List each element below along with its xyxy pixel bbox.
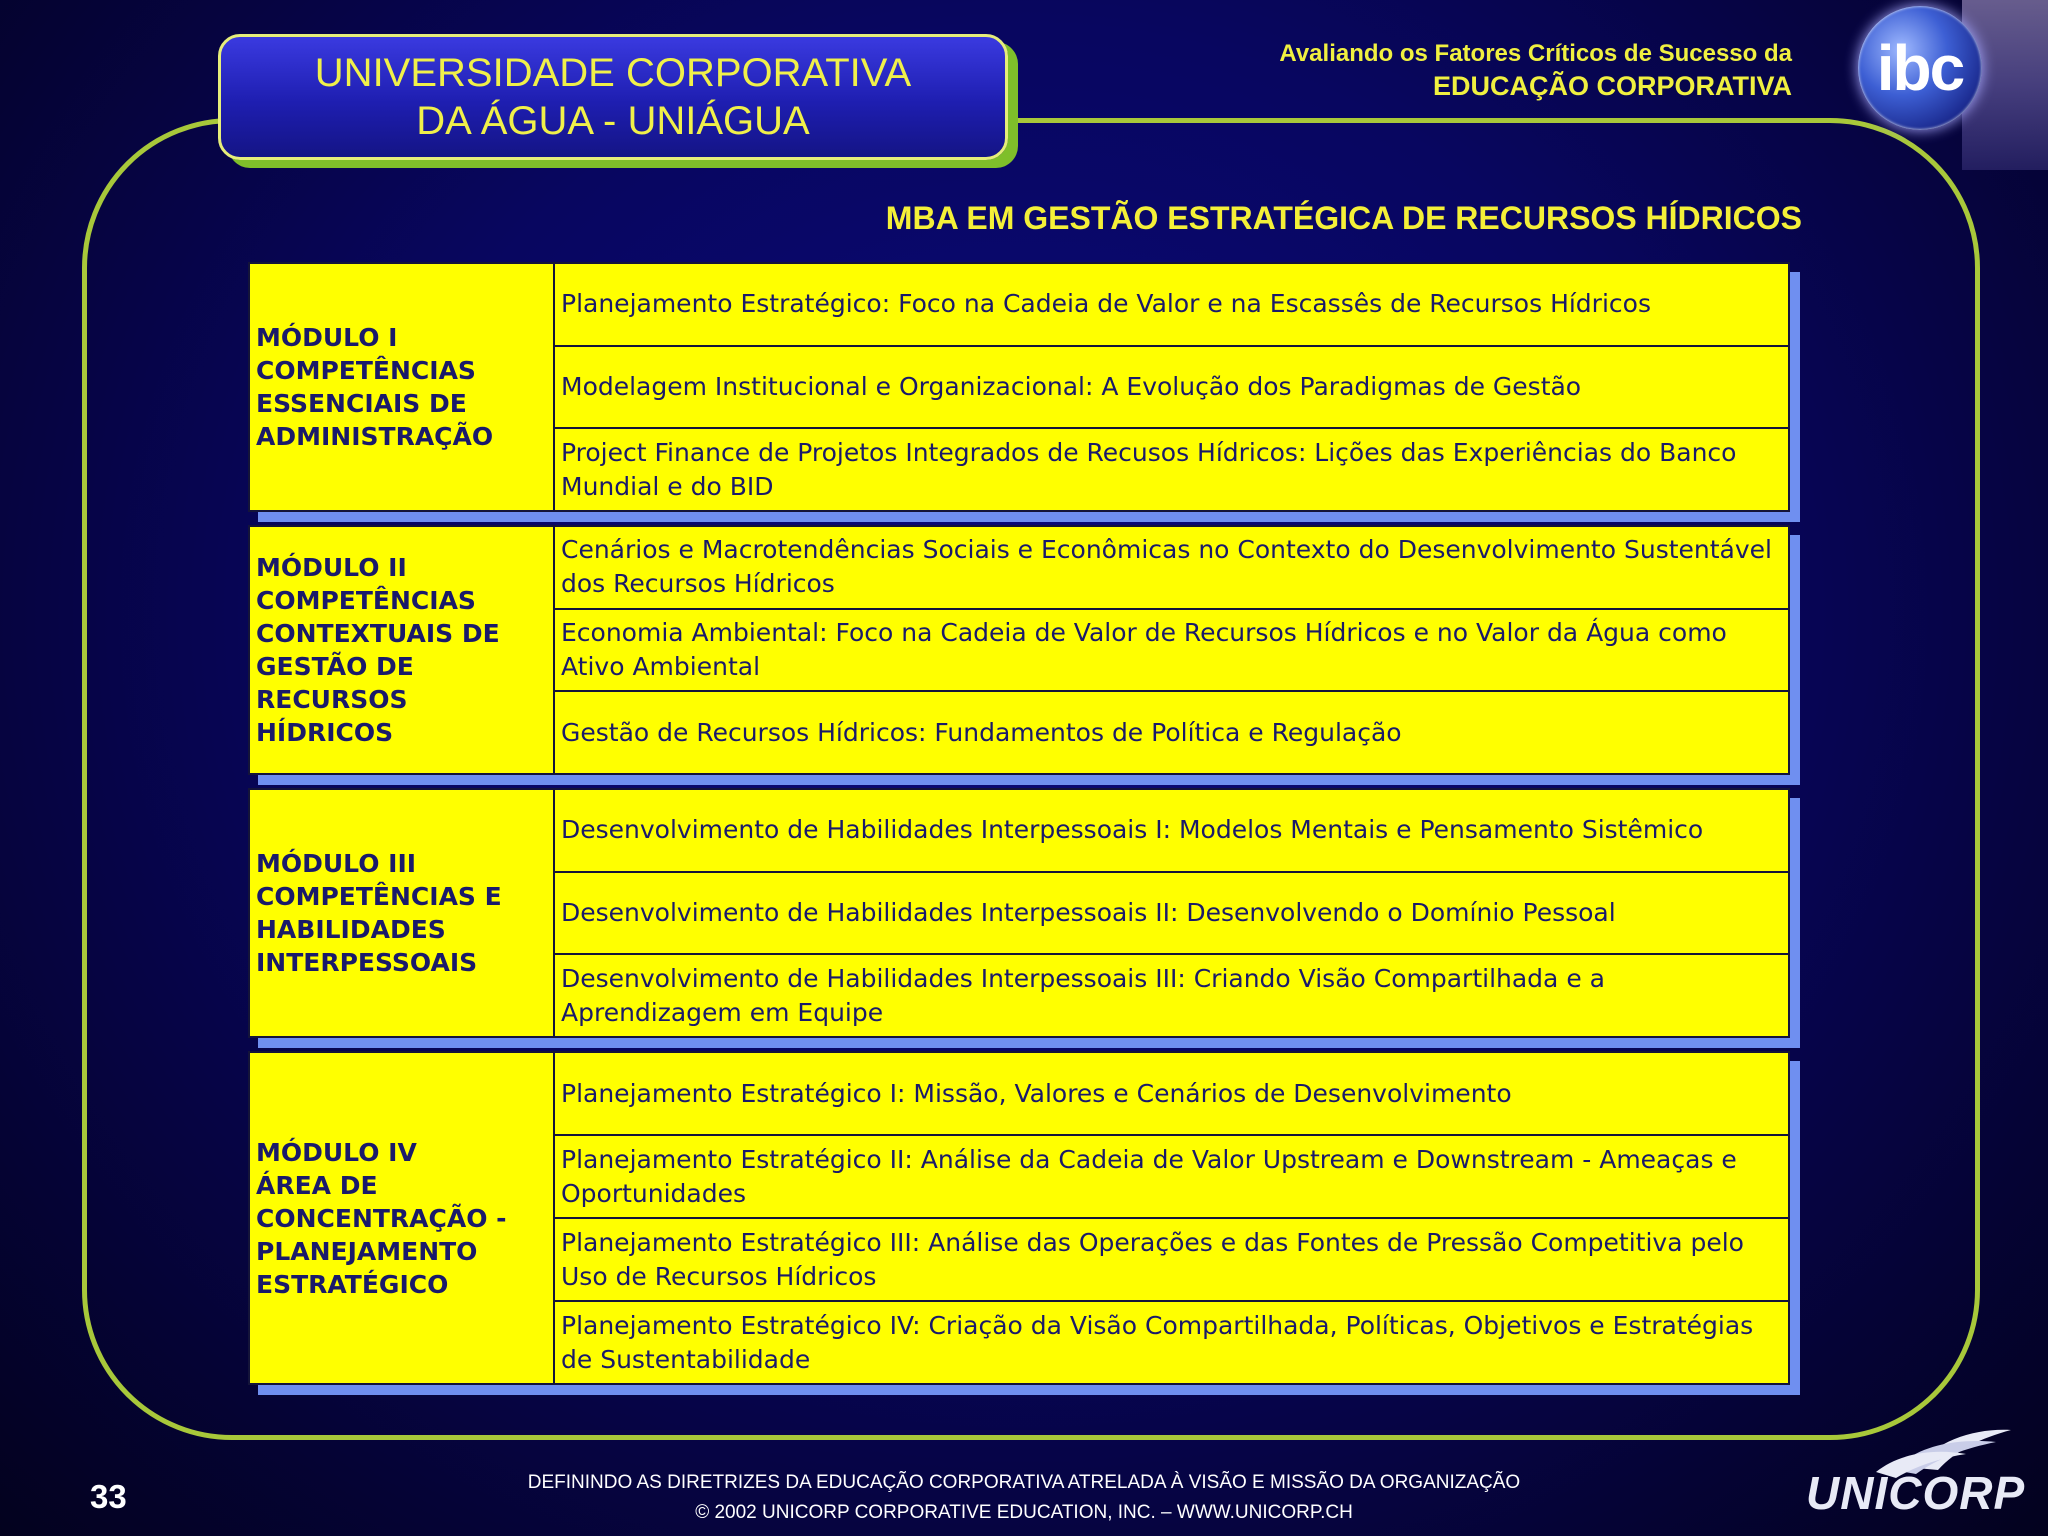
course-item: Gestão de Recursos Hídricos: Fundamentos de Política e Regulação	[555, 690, 1788, 773]
module-4	[248, 1051, 1790, 1385]
footer-copyright: © 2002 UNICORP CORPORATIVE EDUCATION, INC. – WWW.UNICORP.CH	[695, 1502, 1353, 1523]
module-label-line: MÓDULO I	[256, 323, 398, 352]
module-label-line: COMPETÊNCIAS	[256, 356, 476, 385]
course-item: Project Finance de Projetos Integrados de Recusos Hídricos: Lições das Experiências do Banco Mundial e do BID	[555, 427, 1788, 510]
header-subtitle-line2: EDUCAÇÃO CORPORATIVA	[1432, 71, 1792, 101]
course-item: Modelagem Institucional e Organizacional: A Evolução dos Paradigmas de Gestão	[555, 345, 1788, 428]
module-label-line: ÁREA DE	[256, 1170, 378, 1200]
course-item: Planejamento Estratégico IV: Criação da Visão Compartilhada, Políticas, Objetivos e Estratégias de Sustentabilidade	[555, 1300, 1788, 1383]
module-label-line: HABILIDADES	[256, 915, 446, 944]
header-subtitle	[1279, 38, 1792, 102]
module-4-items	[555, 1053, 1788, 1383]
slide-title-line1: UNIVERSIDADE CORPORATIVA	[314, 51, 912, 95]
module-label-line: HÍDRICOS	[256, 718, 394, 747]
course-item: Planejamento Estratégico I: Missão, Valores e Cenários de Desenvolvimento	[561, 1078, 1512, 1108]
module-label-line: PLANEJAMENTO	[256, 1236, 478, 1266]
course-item: Desenvolvimento de Habilidades Interpessoais I: Modelos Mentais e Pensamento Sistêmico	[561, 815, 1704, 845]
mba-title: MBA EM GESTÃO ESTRATÉGICA DE RECURSOS HÍDRICOS	[885, 200, 1802, 236]
module-label-line: MÓDULO III	[256, 849, 417, 878]
module-label-line: CONTEXTUAIS DE	[256, 619, 500, 648]
module-label-line: COMPETÊNCIAS	[256, 586, 476, 615]
module-1	[248, 262, 1790, 512]
module-label-line: INTERPESSOAIS	[256, 948, 478, 977]
module-label-line: MÓDULO II	[256, 553, 407, 582]
ibc-logo: ibc	[1858, 6, 1982, 130]
module-2-items	[555, 527, 1788, 773]
module-1-label	[250, 264, 555, 510]
module-label-line: ADMINISTRAÇÃO	[256, 422, 494, 451]
module-4-label	[250, 1053, 555, 1383]
module-label-line: CONCENTRAÇÃO -	[256, 1203, 507, 1233]
module-2	[248, 525, 1790, 775]
module-label-line: COMPETÊNCIAS E	[256, 882, 502, 911]
course-item: Economia Ambiental: Foco na Cadeia de Valor de Recursos Hídricos e no Valor da Água como Ativo Ambiental	[555, 608, 1788, 691]
module-label-line: GESTÃO DE	[256, 652, 414, 681]
footer-tagline: DEFININDO AS DIRETRIZES DA EDUCAÇÃO CORPORATIVA ATRELADA À VISÃO E MISSÃO DA ORGANIZAÇÃO	[527, 1472, 1521, 1493]
module-label-line: ESTRATÉGICO	[256, 1269, 449, 1299]
header-subtitle-line1: Avaliando os Fatores Críticos de Sucesso da	[1279, 40, 1792, 67]
module-2-label	[250, 527, 555, 773]
module-3	[248, 788, 1790, 1038]
course-item: Planejamento Estratégico III: Análise das Operações e das Fontes de Pressão Competitiva pelo Uso de Recursos Hídricos	[555, 1217, 1788, 1300]
module-label-line: ESSENCIAIS DE	[256, 389, 467, 418]
module-label-line: MÓDULO IV	[256, 1137, 417, 1167]
module-3-items	[555, 790, 1788, 1036]
module-label-line: RECURSOS	[256, 685, 408, 714]
unicorp-logo-text: UNICORP	[1806, 1467, 2026, 1519]
course-item: Cenários e Macrotendências Sociais e Econômicas no Contexto do Desenvolvimento Sustentável dos Recursos Hídricos	[561, 535, 1772, 599]
slide-title-box	[218, 34, 1008, 160]
module-1-items	[555, 264, 1788, 510]
page-number: 33	[90, 1478, 127, 1515]
slide-title-line2: DA ÁGUA - UNIÁGUA	[416, 99, 810, 143]
course-item: Desenvolvimento de Habilidades Interpessoais II: Desenvolvendo o Domínio Pessoal	[555, 871, 1788, 954]
course-item: Planejamento Estratégico: Foco na Cadeia de Valor e na Escassês de Recursos Hídricos	[561, 289, 1651, 319]
module-3-label	[250, 790, 555, 1036]
course-item: Desenvolvimento de Habilidades Interpessoais III: Criando Visão Compartilhada e a Aprendizagem em Equipe	[555, 953, 1788, 1036]
course-item: Planejamento Estratégico II: Análise da Cadeia de Valor Upstream e Downstream - Ameaças e Oportunidades	[555, 1134, 1788, 1217]
